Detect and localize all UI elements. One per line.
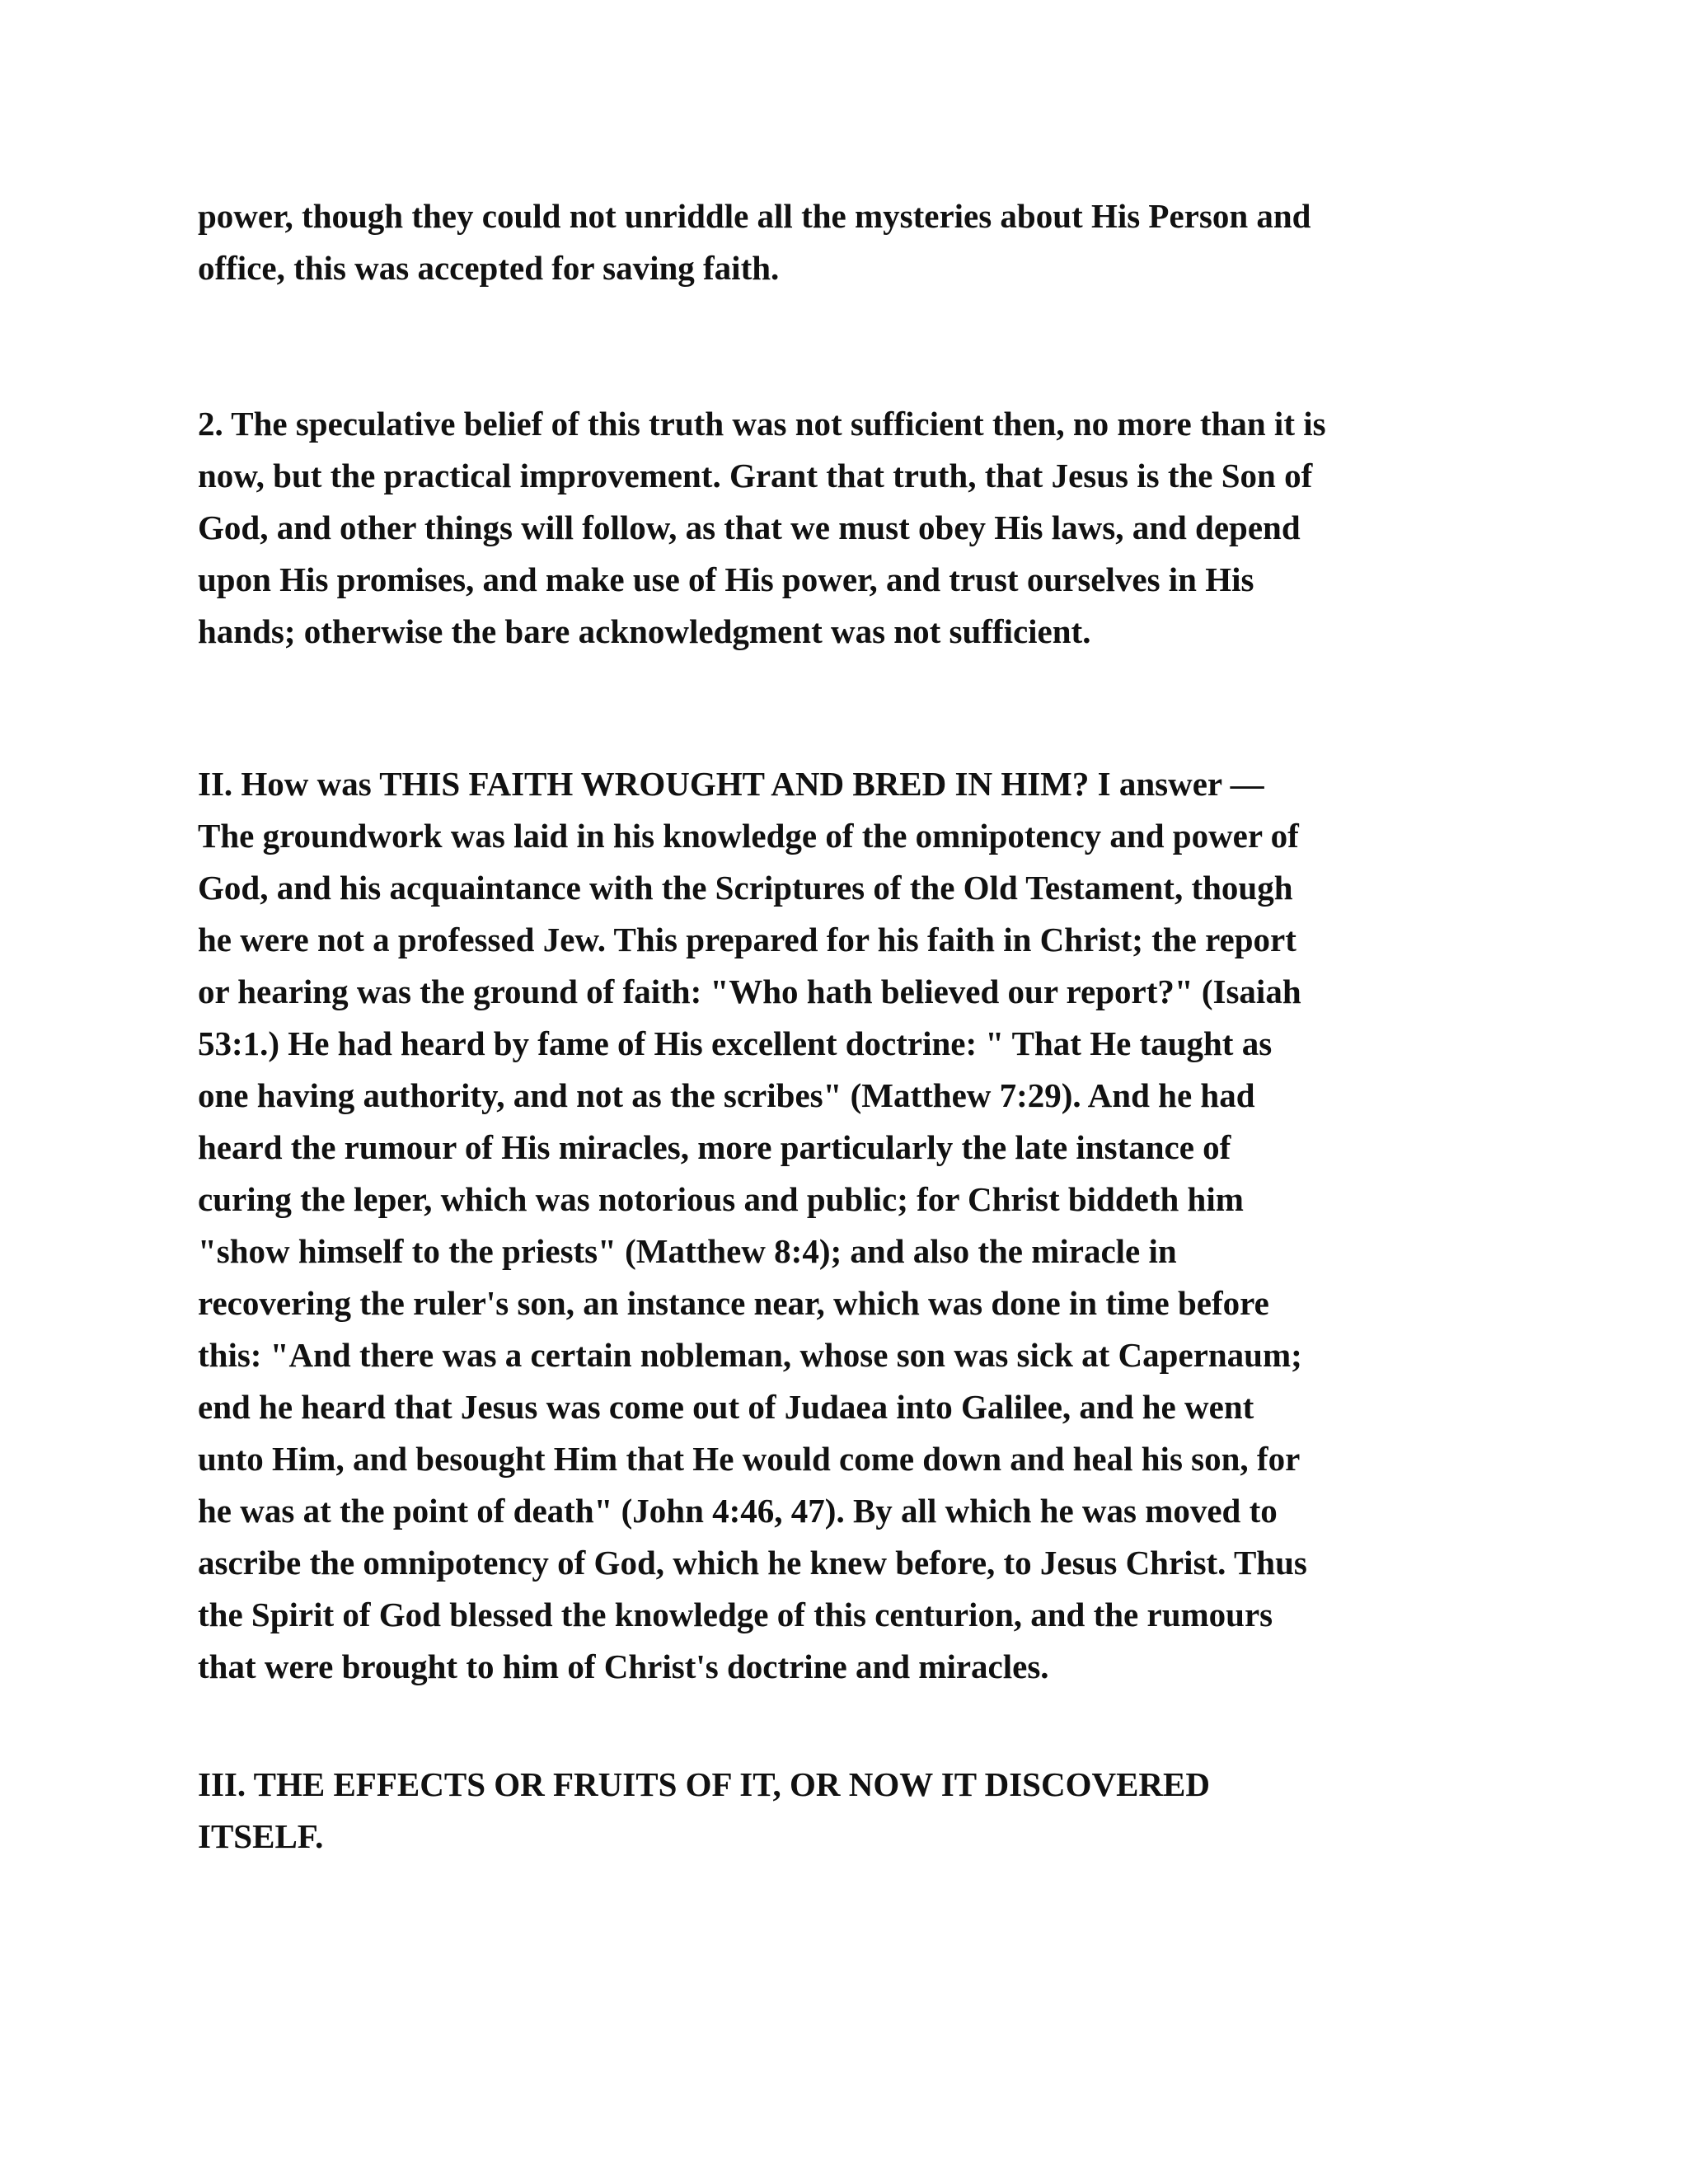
text-line: end he heard that Jesus was come out of Judaea into Galilee, and he went [198,1388,1254,1426]
text-line: now, but the practical improvement. Grant that truth, that Jesus is the Son of [198,457,1313,494]
text-line: the Spirit of God blessed the knowledge of this centurion, and the rumours [198,1596,1273,1633]
text-line: God, and his acquaintance with the Scriptures of the Old Testament, though [198,869,1293,907]
paragraph-continuation [198,190,1517,294]
text-line: The groundwork was laid in his knowledge of the omnipotency and power of [198,817,1299,855]
text-line: heard the rumour of His miracles, more particularly the late instance of [198,1128,1231,1166]
text-line: upon His promises, and make use of His power, and trust ourselves in His [198,560,1254,598]
text-line: office, this was accepted for saving faith. [198,249,780,287]
text-line: ITSELF. [198,1817,324,1855]
text-line: II. How was THIS FAITH WROUGHT AND BRED IN HIM? I answer — [198,765,1264,803]
text-line: 53:1.) He had heard by fame of His excellent doctrine: " That He taught as [198,1024,1273,1062]
text-line: power, though they could not unriddle all the mysteries about His Person and [198,197,1311,235]
text-line: III. THE EFFECTS OR FRUITS OF IT, OR NOW IT DISCOVERED [198,1765,1210,1803]
text-line: that were brought to him of Christ's doctrine and miracles. [198,1647,1049,1685]
text-line: God, and other things will follow, as that we must obey His laws, and depend [198,509,1301,546]
paragraph-section-ii [198,758,1517,1693]
text-line: unto Him, and besought Him that He would come down and heal his son, for [198,1440,1301,1478]
text-line: ascribe the omnipotency of God, which he knew before, to Jesus Christ. Thus [198,1544,1307,1582]
paragraph-section-iii-heading [198,1759,1517,1863]
paragraph-point-2 [198,398,1517,658]
text-line: recovering the ruler's son, an instance near, which was done in time before [198,1284,1269,1322]
text-line: he were not a professed Jew. This prepared for his faith in Christ; the report [198,921,1296,958]
text-line: he was at the point of death" (John 4:46, 47). By all which he was moved to [198,1492,1278,1530]
text-line: "show himself to the priests" (Matthew 8:4); and also the miracle in [198,1232,1177,1270]
text-line: this: "And there was a certain nobleman, whose son was sick at Capernaum; [198,1336,1302,1374]
text-line: hands; otherwise the bare acknowledgment was not sufficient. [198,612,1091,650]
text-line: 2. The speculative belief of this truth was not sufficient then, no more than it is [198,405,1326,443]
text-line: curing the leper, which was notorious and public; for Christ biddeth him [198,1180,1244,1218]
text-line: one having authority, and not as the scribes" (Matthew 7:29). And he had [198,1076,1255,1114]
text-line: or hearing was the ground of faith: "Who hath believed our report?" (Isaiah [198,972,1301,1010]
